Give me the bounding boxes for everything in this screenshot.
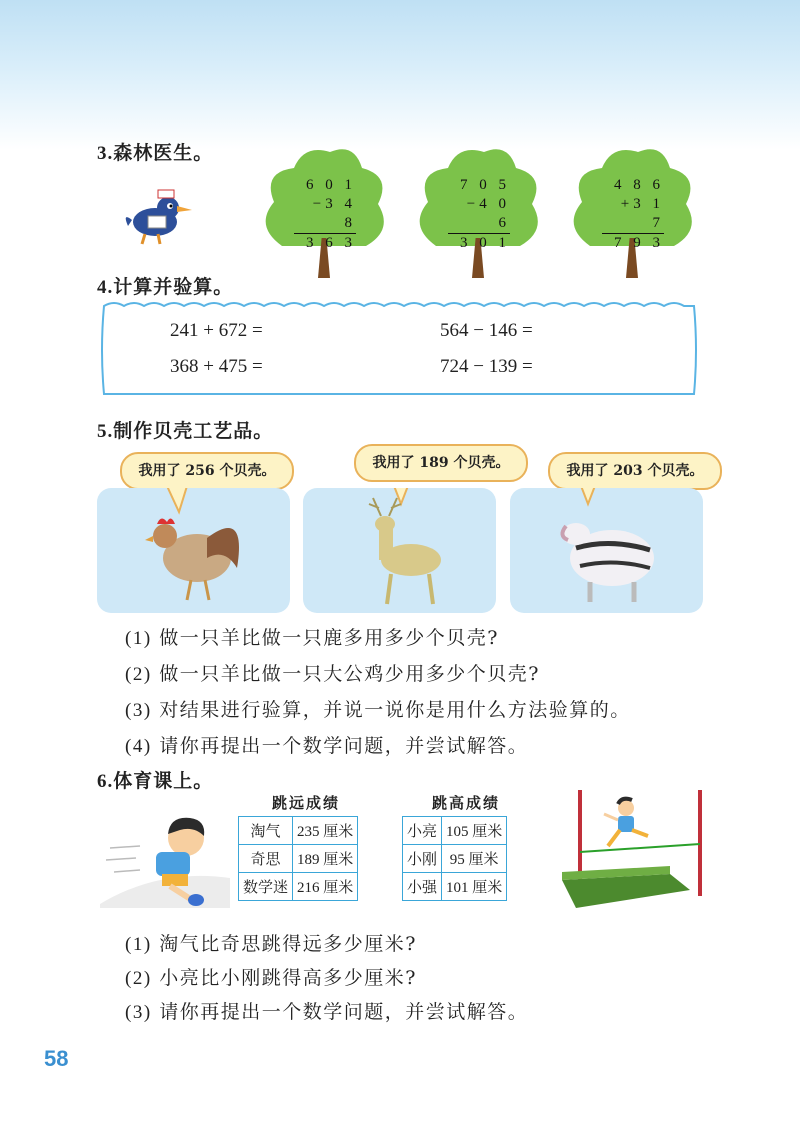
name-cell: 小强 [403,873,442,901]
page-number: 58 [44,1046,69,1071]
name-cell: 奇思 [239,845,293,873]
s5-question-1: (1) 做一只羊比做一只鹿多用多少个贝壳? [125,627,499,649]
value-cell: 101 厘米 [442,873,507,901]
table-row [239,873,358,901]
name-cell: 小刚 [403,845,442,873]
s5-question-3: (3) 对结果进行验算，并说一说你是用什么方法验算的。 [125,699,631,721]
value-cell: 235 厘米 [293,817,358,845]
tree-problem-2 [416,146,541,278]
section-5-heading: 5.制作贝壳工艺品。 [97,420,274,442]
value-cell: 216 厘米 [293,873,358,901]
section-6-heading: 6.体育课上。 [97,770,214,792]
value-cell: 189 厘米 [293,845,358,873]
rooster-illustration [97,488,290,613]
s5-question-4: (4) 请你再提出一个数学问题，并尝试解答。 [125,735,529,757]
tree-problem-1 [262,146,387,278]
sheep-illustration [510,488,703,613]
vertical-arithmetic: 6 0 1 −3 4 8 3 6 3 [294,176,356,253]
deer-panel [303,488,496,613]
high-jump-table [402,816,507,901]
s5-question-2: (2) 做一只羊比做一只大公鸡少用多少个贝壳? [125,663,540,685]
vertical-arithmetic: 7 0 5 −4 0 6 3 0 1 [448,176,510,253]
sheep-panel [510,488,703,613]
table-row [239,845,358,873]
table-row [403,873,507,901]
name-cell: 数学迷 [239,873,293,901]
s6-question-1: (1) 淘气比奇思跳得远多少厘米? [125,933,417,955]
calc-item-3: 368 + 475 = [170,356,263,377]
name-cell: 淘气 [239,817,293,845]
table-row [403,845,507,873]
speech-bubble-deer: 我用了 189 个贝壳。 [354,444,528,482]
s6-question-3: (3) 请你再提出一个数学问题，并尝试解答。 [125,1001,529,1023]
long-jump-table [238,816,358,901]
speech-bubble-rooster: 我用了 256 个贝壳。 [120,452,294,490]
calc-item-2: 564 − 146 = [440,320,533,341]
s6-question-2: (2) 小亮比小刚跳得高多少厘米? [125,967,417,989]
speech-bubble-sheep: 我用了 203 个贝壳。 [548,452,722,490]
name-cell: 小亮 [403,817,442,845]
top-gradient-band [0,0,800,150]
value-cell: 105 厘米 [442,817,507,845]
high-jump-illustration [560,786,720,912]
section-4-heading: 4.计算并验算。 [97,276,234,298]
table-row [403,817,507,845]
bird-doctor-illustration [120,182,195,247]
table-row [239,817,358,845]
deer-illustration [303,488,496,613]
tree-problem-3 [570,146,695,278]
value-cell: 95 厘米 [442,845,507,873]
calc-item-1: 241 + 672 = [170,320,263,341]
high-jump-caption: 跳高成绩 [432,794,501,812]
rooster-panel [97,488,290,613]
calc-item-4: 724 − 139 = [440,356,533,377]
calculation-box [98,300,700,398]
running-boy-illustration [100,808,235,908]
section-3-heading: 3.森林医生。 [97,142,214,164]
vertical-arithmetic: 4 8 6 +3 1 7 7 9 3 [602,176,664,253]
long-jump-caption: 跳远成绩 [272,794,341,812]
